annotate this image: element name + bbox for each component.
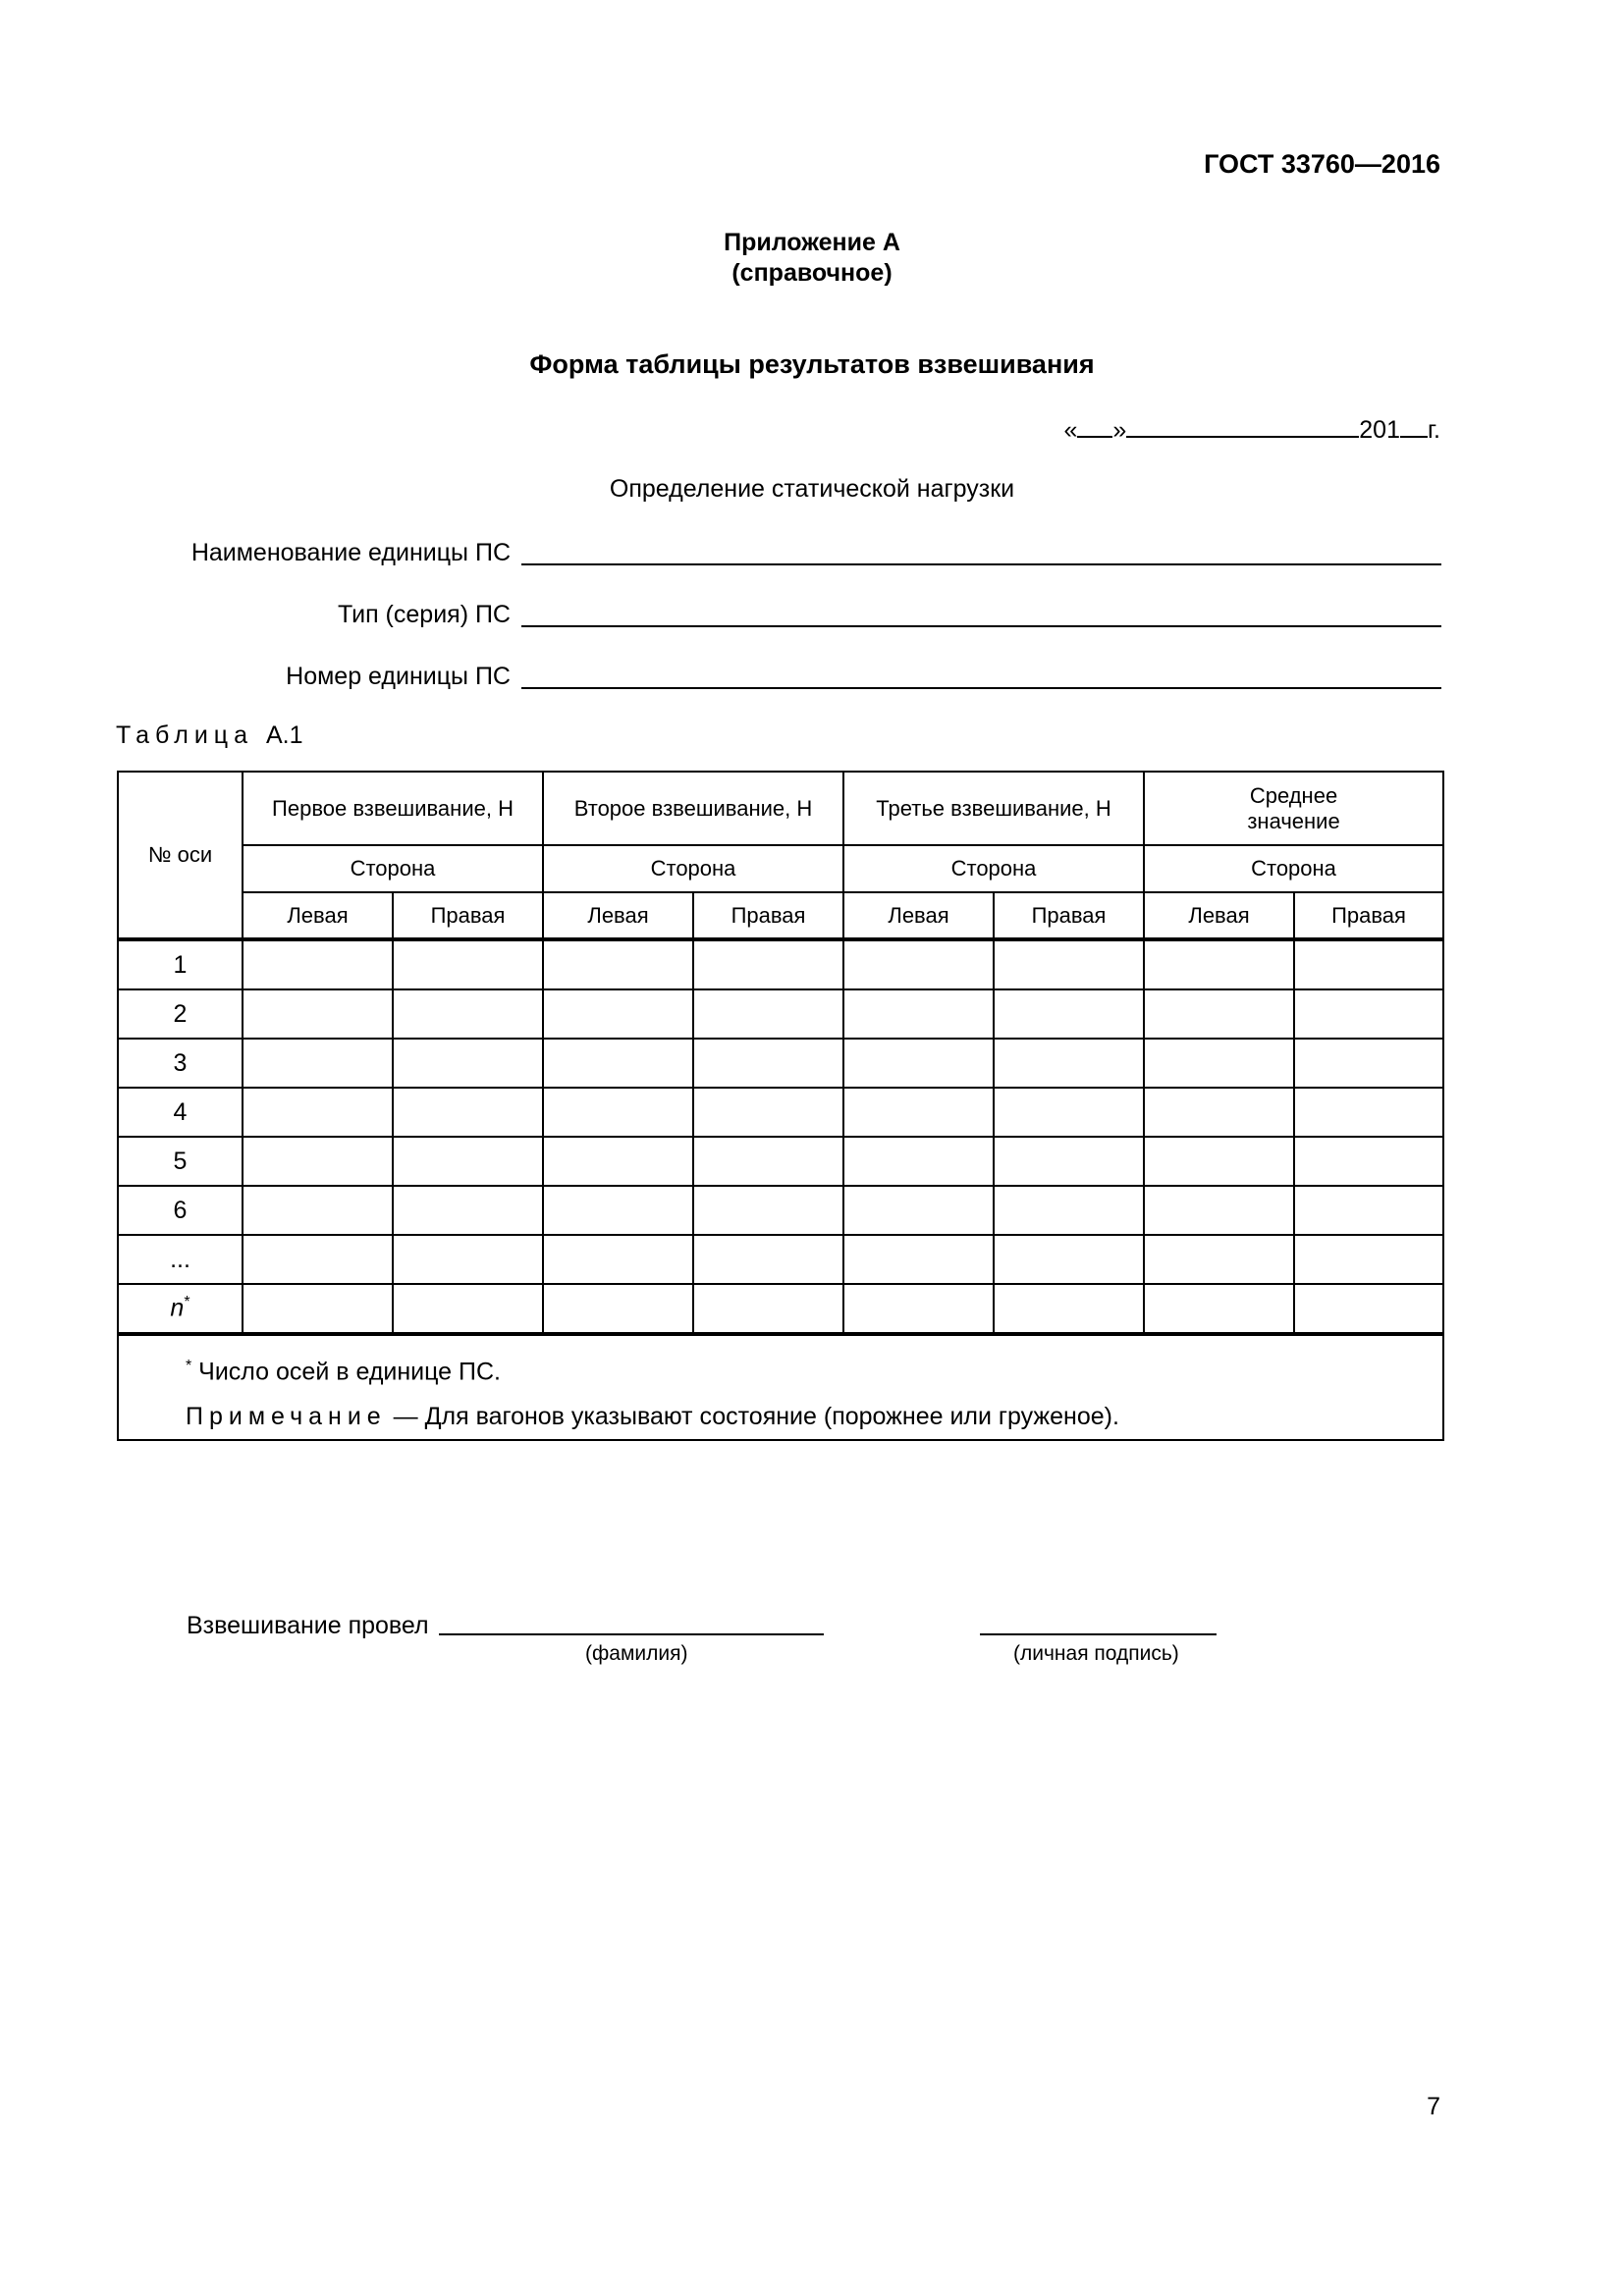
date-line xyxy=(1063,414,1440,445)
signer-label: Взвешивание провел xyxy=(187,1612,429,1639)
month-blank xyxy=(1126,414,1359,438)
axle-number: 6 xyxy=(118,1186,243,1235)
cell-input[interactable] xyxy=(994,989,1144,1039)
group-header-4 xyxy=(1144,772,1443,845)
side-header: Сторона xyxy=(843,845,1144,892)
cell-input[interactable] xyxy=(994,1039,1144,1088)
field-line-type xyxy=(521,625,1441,627)
table-row xyxy=(118,989,1443,1039)
left-header: Левая xyxy=(843,892,994,939)
field-line-unit-number xyxy=(521,687,1441,689)
left-header: Левая xyxy=(543,892,693,939)
cell-input[interactable] xyxy=(243,1284,393,1334)
cell-input[interactable] xyxy=(243,989,393,1039)
cell-input[interactable] xyxy=(393,1137,543,1186)
year-blank xyxy=(1400,414,1428,438)
footnote xyxy=(186,1344,1442,1394)
left-header: Левая xyxy=(243,892,393,939)
axle-number-n xyxy=(118,1284,243,1334)
cell-input[interactable] xyxy=(994,1137,1144,1186)
table-row xyxy=(118,1186,1443,1235)
table-caption xyxy=(116,721,303,750)
right-header: Правая xyxy=(393,892,543,939)
table-caption-number: А.1 xyxy=(265,721,303,749)
day-blank xyxy=(1077,414,1112,438)
group-header-2: Второе взвешивание, Н xyxy=(543,772,843,845)
footnote-text: Число осей в единице ПС. xyxy=(191,1358,502,1386)
cell-input[interactable] xyxy=(393,1235,543,1284)
table-row xyxy=(118,939,1443,989)
form-title: Форма таблицы результатов взвешивания xyxy=(529,349,1095,379)
table-footnote xyxy=(118,1334,1443,1440)
cell-input[interactable] xyxy=(843,1137,994,1186)
header-row-side xyxy=(118,845,1443,892)
cell-input[interactable] xyxy=(1144,939,1294,989)
axle-number: 1 xyxy=(118,939,243,989)
cell-input[interactable] xyxy=(393,939,543,989)
footnote-mark: * xyxy=(186,1358,192,1374)
note-text: — Для вагонов указывают состояние (порожнее или груженое). xyxy=(386,1403,1119,1431)
axle-n: n xyxy=(170,1294,185,1322)
cell-input[interactable] xyxy=(1144,1088,1294,1137)
date-open-quote: « xyxy=(1063,416,1078,444)
cell-input[interactable] xyxy=(994,1088,1144,1137)
appendix-subtitle: (справочное) xyxy=(731,259,893,287)
cell-input[interactable] xyxy=(693,1284,843,1334)
signature-line xyxy=(980,1633,1217,1635)
table-row xyxy=(118,1137,1443,1186)
cell-input[interactable] xyxy=(1144,1284,1294,1334)
side-header: Сторона xyxy=(243,845,543,892)
appendix-title: Приложение А xyxy=(724,229,900,256)
cell-input[interactable] xyxy=(543,1039,693,1088)
cell-input[interactable] xyxy=(843,939,994,989)
cell-input[interactable] xyxy=(843,1039,994,1088)
axle-n-mark: * xyxy=(184,1294,190,1311)
cell-input[interactable] xyxy=(243,939,393,989)
section-title: Определение статической нагрузки xyxy=(609,475,1015,503)
table-row xyxy=(118,1039,1443,1088)
table-row xyxy=(118,1235,1443,1284)
axle-number: ... xyxy=(118,1235,243,1284)
cell-input[interactable] xyxy=(843,989,994,1039)
group-header-1: Первое взвешивание, Н xyxy=(243,772,543,845)
cell-input[interactable] xyxy=(243,1186,393,1235)
note xyxy=(186,1394,1442,1439)
side-header: Сторона xyxy=(543,845,843,892)
cell-input[interactable] xyxy=(1294,1235,1443,1284)
cell-input[interactable] xyxy=(994,1284,1144,1334)
cell-input[interactable] xyxy=(1294,1088,1443,1137)
field-line-unit-name xyxy=(521,563,1441,565)
year-prefix: 201 xyxy=(1359,416,1400,444)
cell-input[interactable] xyxy=(393,1186,543,1235)
cell-input[interactable] xyxy=(693,1137,843,1186)
cell-input[interactable] xyxy=(243,1235,393,1284)
cell-input[interactable] xyxy=(843,1235,994,1284)
cell-input[interactable] xyxy=(1144,1039,1294,1088)
axle-header: № оси xyxy=(118,772,243,939)
cell-input[interactable] xyxy=(1294,1284,1443,1334)
field-label-unit-number: Номер единицы ПС xyxy=(286,663,511,690)
group-header-3: Третье взвешивание, Н xyxy=(843,772,1144,845)
cell-input[interactable] xyxy=(693,989,843,1039)
cell-input[interactable] xyxy=(994,1235,1144,1284)
cell-input[interactable] xyxy=(243,1137,393,1186)
cell-input[interactable] xyxy=(393,989,543,1039)
side-header: Сторона xyxy=(1144,845,1443,892)
cell-input[interactable] xyxy=(393,1039,543,1088)
cell-input[interactable] xyxy=(543,1137,693,1186)
cell-input[interactable] xyxy=(1144,1186,1294,1235)
cell-input[interactable] xyxy=(1294,1039,1443,1088)
cell-input[interactable] xyxy=(393,1284,543,1334)
cell-input[interactable] xyxy=(243,1088,393,1137)
table-caption-word: Таблица xyxy=(116,721,254,749)
cell-input[interactable] xyxy=(1294,1186,1443,1235)
table-row xyxy=(118,1088,1443,1137)
cell-input[interactable] xyxy=(393,1088,543,1137)
cell-input[interactable] xyxy=(1294,989,1443,1039)
right-header: Правая xyxy=(1294,892,1443,939)
cell-input[interactable] xyxy=(543,1088,693,1137)
cell-input[interactable] xyxy=(543,1284,693,1334)
axle-number: 5 xyxy=(118,1137,243,1186)
cell-input[interactable] xyxy=(1144,1235,1294,1284)
right-header: Правая xyxy=(994,892,1144,939)
surname-line xyxy=(439,1633,824,1635)
right-header: Правая xyxy=(693,892,843,939)
table-footnote-row xyxy=(118,1334,1443,1440)
cell-input[interactable] xyxy=(693,1235,843,1284)
cell-input[interactable] xyxy=(843,1186,994,1235)
appendix-heading xyxy=(0,228,1624,289)
cell-input[interactable] xyxy=(1294,939,1443,989)
cell-input[interactable] xyxy=(994,939,1144,989)
cell-input[interactable] xyxy=(843,1284,994,1334)
cell-input[interactable] xyxy=(543,939,693,989)
cell-input[interactable] xyxy=(843,1088,994,1137)
left-header: Левая xyxy=(1144,892,1294,939)
table-row xyxy=(118,1284,1443,1334)
year-suffix: г. xyxy=(1427,416,1440,444)
cell-input[interactable] xyxy=(1144,989,1294,1039)
cell-input[interactable] xyxy=(1144,1137,1294,1186)
axle-number: 2 xyxy=(118,989,243,1039)
axle-number: 4 xyxy=(118,1088,243,1137)
field-label-unit-name: Наименование единицы ПС xyxy=(190,539,511,566)
cell-input[interactable] xyxy=(243,1039,393,1088)
standard-code: ГОСТ 33760—2016 xyxy=(1204,149,1440,179)
cell-input[interactable] xyxy=(693,1039,843,1088)
cell-input[interactable] xyxy=(994,1186,1144,1235)
cell-input[interactable] xyxy=(543,1186,693,1235)
cell-input[interactable] xyxy=(1294,1137,1443,1186)
page-number: 7 xyxy=(1427,2093,1440,2120)
note-label: Примечание xyxy=(186,1403,387,1431)
field-label-type: Тип (серия) ПС xyxy=(337,601,511,628)
group-header-4-text: Среднее значение xyxy=(1247,782,1340,833)
cell-input[interactable] xyxy=(693,1088,843,1137)
cell-input[interactable] xyxy=(693,1186,843,1235)
header-row-groups xyxy=(118,772,1443,845)
surname-caption: (фамилия) xyxy=(585,1642,688,1665)
cell-input[interactable] xyxy=(543,989,693,1039)
date-close-quote: » xyxy=(1112,416,1127,444)
results-table xyxy=(117,771,1444,1441)
cell-input[interactable] xyxy=(543,1235,693,1284)
axle-number: 3 xyxy=(118,1039,243,1088)
signature-caption: (личная подпись) xyxy=(1013,1642,1179,1665)
cell-input[interactable] xyxy=(693,939,843,989)
header-row-left-right xyxy=(118,892,1443,939)
